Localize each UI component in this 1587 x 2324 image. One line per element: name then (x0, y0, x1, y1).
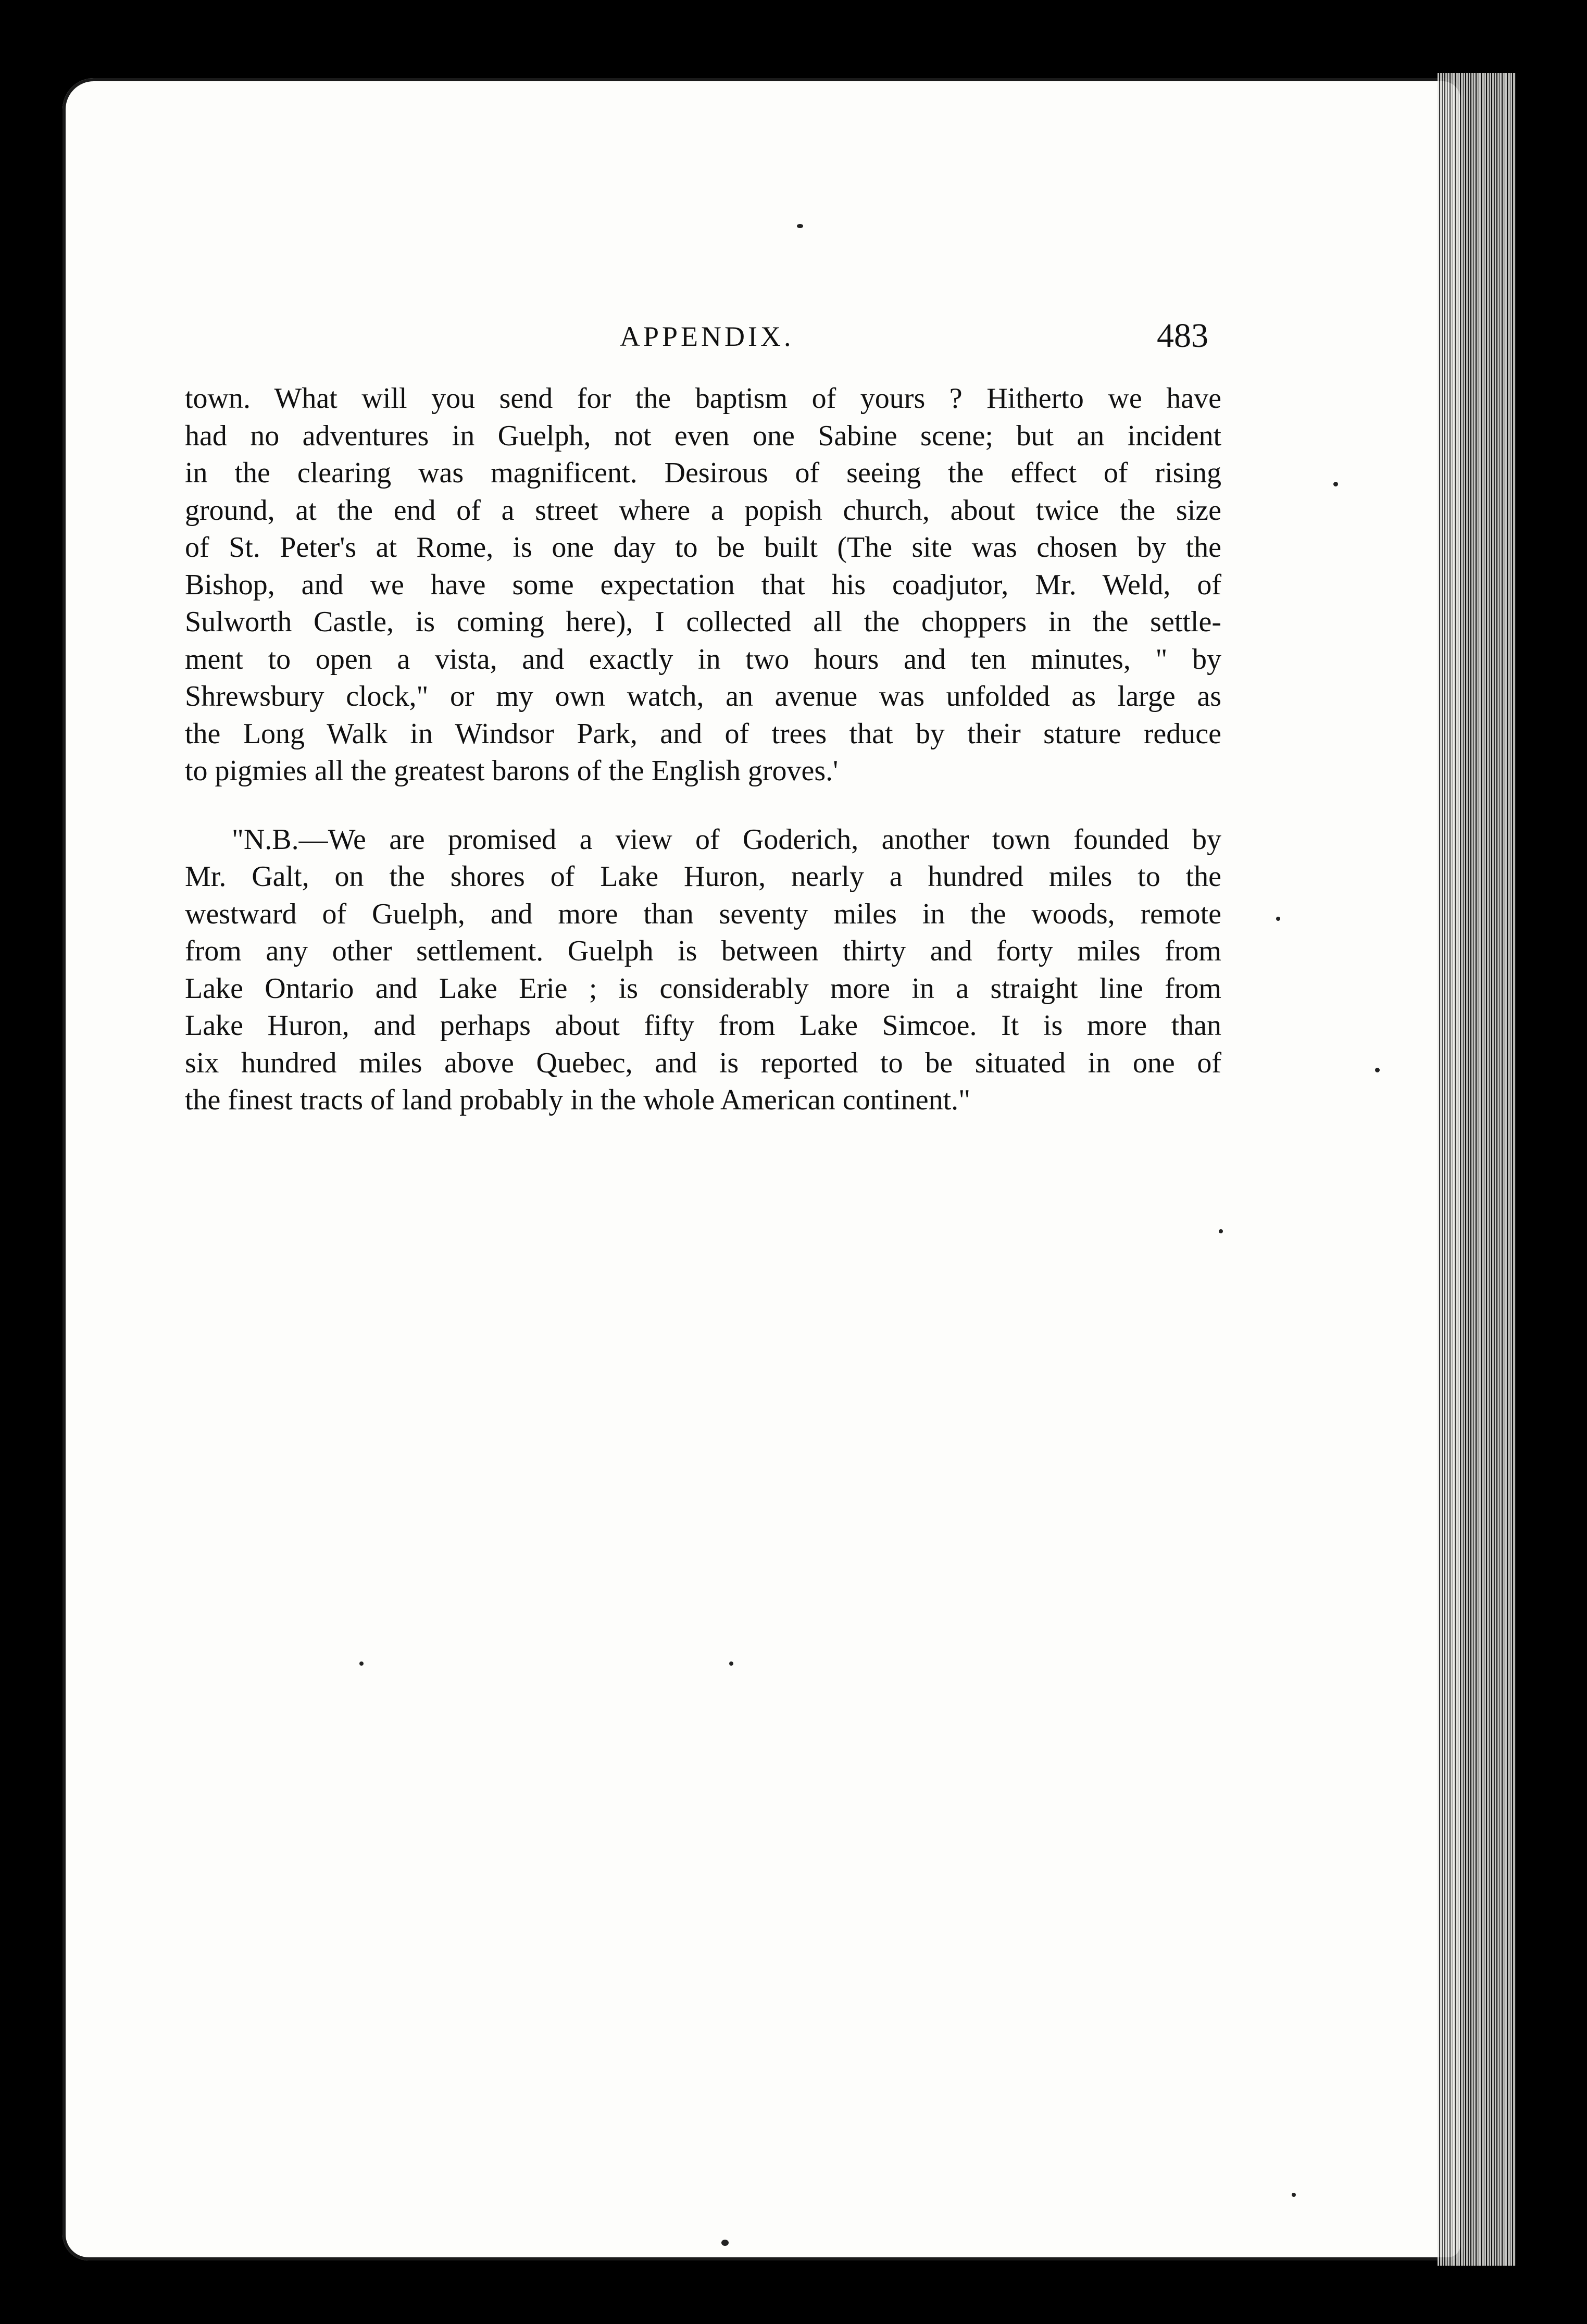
scan-speck (721, 2240, 729, 2246)
text-line: to pigmies all the greatest barons of the English groves.' (185, 755, 839, 787)
scan-speck (1375, 1068, 1380, 1072)
paragraph-2 (185, 821, 1221, 1119)
text-line: had no adventures in Guelph, not even one Sabine scene; but an incident (185, 419, 1221, 452)
text-line: ground, at the end of a street where a popish church, about twice the size (185, 494, 1221, 527)
text-line: Shrewsbury clock," or my own watch, an avenue was unfolded as large as (185, 680, 1221, 713)
scan-speck (359, 1661, 364, 1666)
text-line: Lake Ontario and Lake Erie ; is considerably more in a straight line from (185, 972, 1221, 1005)
text-line: Mr. Galt, on the shores of Lake Huron, nearly a hundred miles to the (185, 860, 1221, 893)
text-line: "N.B.—We are promised a view of Goderich, another town founded by (232, 823, 1221, 856)
page-header (193, 317, 1208, 362)
paragraph-gap (185, 790, 1221, 821)
running-head: APPENDIX. (620, 321, 794, 352)
scan-speck (1276, 917, 1280, 921)
text-line: Bishop, and we have some expectation that his coadjutor, Mr. Weld, of (185, 568, 1221, 601)
paragraph-1 (185, 380, 1221, 790)
text-line: six hundred miles above Quebec, and is reported to be situated in one of (185, 1046, 1221, 1079)
text-line: Lake Huron, and perhaps about fifty from Lake Simcoe. It is more than (185, 1009, 1221, 1042)
text-line: westward of Guelph, and more than seventy miles in the woods, remote (185, 897, 1221, 930)
text-line: from any other settlement. Guelph is between thirty and forty miles from (185, 935, 1221, 967)
scan-speck (1333, 482, 1338, 486)
text-line: ment to open a vista, and exactly in two hours and ten minutes, " by (185, 643, 1221, 676)
body-text (185, 380, 1221, 1119)
scan-speck (1219, 1229, 1223, 1233)
book-page-edges (1438, 73, 1516, 2266)
scan-speck (797, 224, 803, 228)
scan-speck (1292, 2193, 1296, 2197)
text-line: the Long Walk in Windsor Park, and of trees that by their stature reduce (185, 717, 1221, 750)
page-number: 483 (1157, 317, 1208, 355)
text-line: of St. Peter's at Rome, is one day to be built (The site was chosen by the (185, 531, 1221, 564)
text-line: town. What will you send for the baptism of yours ? Hitherto we have (185, 382, 1221, 415)
text-line: the finest tracts of land probably in the whole American continent." (185, 1084, 970, 1116)
scan-speck (729, 1661, 733, 1666)
text-line: in the clearing was magnificent. Desirous of seeing the effect of rising (185, 457, 1221, 489)
text-line: Sulworth Castle, is coming here), I collected all the choppers in the settle- (185, 606, 1221, 638)
